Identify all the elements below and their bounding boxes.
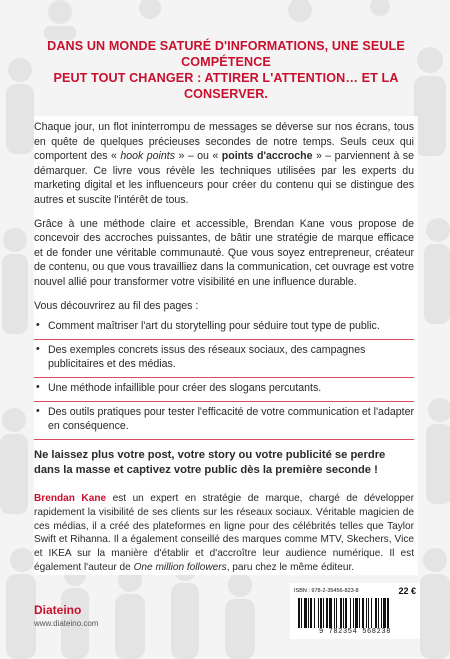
points-accroche-term: points d'accroche [221,150,313,163]
other-book-title: One million followers [133,562,227,574]
main-content [34,38,418,575]
headline [34,38,418,102]
intro-paragraph-2: Grâce à une méthode claire et accessible, Brendan Kane vous propose de concevoir des accroches puissantes, de bâtir une stratégie de marque efficace et de fonder une véritable communauté. Que vous soyez entrepreneur, créateur de contenu, ou que vous travailliez dans la communication, cet ouvrage est votre nouvel allié pour transformer votre visibilité en une influence durable. [34,217,414,288]
description-body [34,116,418,575]
publisher-block [34,603,98,629]
hook-points-term: hook points [120,150,176,163]
barcode-bars [297,598,413,628]
barcode-box [290,583,420,639]
headline-line-2: PEUT TOUT CHANGER : ATTIRER L'ATTENTION… ET LA CONSERVER. [53,71,399,101]
callout: Ne laissez plus votre post, votre story ou votre publicité se perdre dans la masse et captivez votre public dès la première seconde ! [34,448,386,476]
intro-text-c: » – parviennent à se démarquer. Ce livre vous révèle les techniques utilisées par les experts du marketing digital et les influenceurs pour créer du contenu qui se distingue des autres et suscite l'intérêt de tous. [34,150,414,206]
discover-item: • Des exemples concrets issus des réseaux sociaux, des campagnes publicitaires et des médias. [34,340,414,378]
discover-intro: Vous découvrirez au fil des pages : [34,299,199,312]
isbn: ISBN : 978-2-35456-823-8 [294,588,359,594]
intro-text-b: » – ou « [178,150,219,163]
isbn-row [290,583,420,597]
bio-text-a: est un expert en stratégie de marque, chargé de développer rapidement la visibilité de ses clients sur les réseaux sociaux. Véritable magicien de ces médias, il a créé des plateformes en ligne pour des célébrités telles que Taylor Swift et Rihanna. Il a également conseillé des marques comme MTV, Skechers, Vice et IKEA sur la manière d'établir et d'accroître leur audience numérique. Il est également l'auteur de [34,492,414,574]
discover-list [34,316,414,440]
publisher-url: www.diateino.com [34,619,99,628]
price: 22 € [398,586,416,596]
intro-paragraph-1 [34,120,414,208]
ean-number: 9 782354 568238 [318,628,391,636]
discover-item: • Une méthode infaillible pour créer des slogans percutants. [34,378,414,402]
discover-item: • Comment maîtriser l'art du storytelling pour séduire tout type de public. [34,316,414,340]
bio-text-b: , paru chez le même éditeur. [226,562,355,574]
author-name: Brendan Kane [34,492,107,504]
intro-text-a: Chaque jour, un flot ininterrompu de messages se déverse sur nos écrans, tous en quête de quelques précieuses secondes de notre temps. Seuls ceux qui comportent des « [34,121,414,163]
discover-item: • Des outils pratiques pour tester l'efficacité de votre communication et l'adapter en conséquence. [34,402,414,440]
publisher-logo: Diateino [34,603,82,617]
headline-line-1: DANS UN MONDE SATURÉ D'INFORMATIONS, UNE SEULE COMPÉTENCE [47,39,405,69]
author-bio [34,492,414,575]
